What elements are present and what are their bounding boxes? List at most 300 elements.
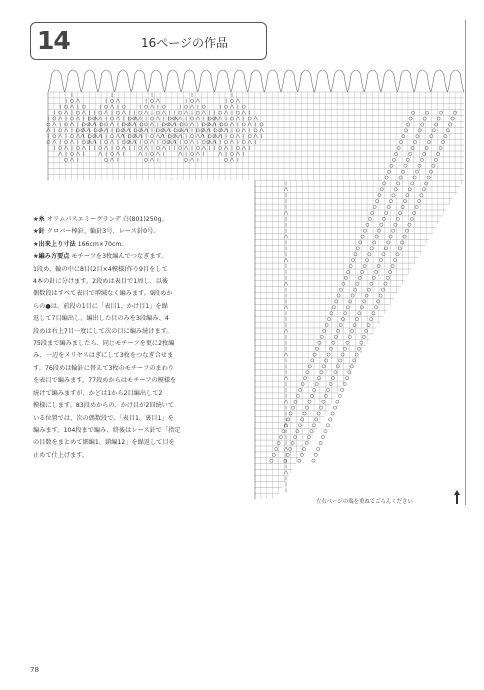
decrease-mark xyxy=(150,140,154,144)
yarn-over-mark xyxy=(59,129,62,132)
yarn-over-mark xyxy=(318,341,321,344)
decrease-mark xyxy=(224,111,228,115)
footnote-text: 左右ページの端を重ねてごらんください xyxy=(316,499,413,505)
yarn-over-mark xyxy=(355,353,358,356)
yarn-over-mark xyxy=(116,146,119,149)
yarn-over-mark xyxy=(312,459,315,462)
decrease-mark xyxy=(190,105,194,109)
yarn-over-mark xyxy=(421,123,424,126)
yarn-over-mark xyxy=(353,288,356,291)
needle-line xyxy=(33,226,259,238)
decrease-mark xyxy=(242,146,246,150)
decrease-mark xyxy=(190,122,194,126)
decrease-mark xyxy=(230,140,234,144)
yarn-over-mark xyxy=(65,123,68,126)
yarn-over-mark xyxy=(372,312,375,315)
decrease-mark xyxy=(122,111,126,115)
yarn-over-mark xyxy=(420,158,423,161)
yarn-over-mark xyxy=(382,253,385,256)
decrease-mark xyxy=(46,128,50,132)
yarn-over-mark xyxy=(139,111,142,114)
yarn-over-mark xyxy=(341,318,344,321)
yarn-over-mark xyxy=(110,99,113,102)
size-label: ★出来上り寸法 xyxy=(33,240,76,248)
yarn-over-mark xyxy=(331,377,334,380)
yarn-over-mark xyxy=(439,146,442,149)
decrease-mark xyxy=(242,111,246,115)
yarn-over-mark xyxy=(299,388,302,391)
yarn-over-mark xyxy=(284,459,287,462)
instructions-block xyxy=(33,214,259,462)
yarn-over-mark xyxy=(407,123,410,126)
yarn-over-mark xyxy=(380,223,383,226)
yarn-over-mark xyxy=(405,229,408,232)
yarn-over-mark xyxy=(396,253,399,256)
yarn-over-mark xyxy=(375,270,378,273)
method-line xyxy=(33,251,259,263)
pattern-number: 14 xyxy=(37,26,70,55)
yarn-over-mark xyxy=(331,412,334,415)
yarn-over-mark xyxy=(345,377,348,380)
needle-value: クロバー棒針、輪針3号、レース針0号。 xyxy=(46,228,160,236)
yarn-over-mark xyxy=(409,152,412,155)
yarn-over-mark xyxy=(360,306,363,309)
yarn-over-mark xyxy=(369,318,372,321)
yarn-over-mark xyxy=(145,105,148,108)
yarn-over-mark xyxy=(332,306,335,309)
method-line-7: 75段まで編みましたら、同じモチーフを更に2枚編 xyxy=(33,340,175,348)
yarn-over-mark xyxy=(145,158,148,161)
decrease-mark xyxy=(156,99,160,103)
yarn-over-mark xyxy=(334,335,337,338)
yarn-over-mark xyxy=(65,158,68,161)
yarn-over-mark xyxy=(418,164,421,167)
yarn-value: オリムパスエミーグランデ 白(801)250g。 xyxy=(46,216,168,223)
decrease-mark xyxy=(162,146,166,150)
yarn-over-mark xyxy=(315,418,318,421)
yarn-over-mark xyxy=(381,288,384,291)
yarn-over-mark xyxy=(325,323,328,326)
yarn-over-mark xyxy=(387,241,390,244)
decrease-mark xyxy=(70,105,74,109)
yarn-over-mark xyxy=(139,146,142,149)
yarn-over-mark xyxy=(145,123,148,126)
yarn-over-mark xyxy=(363,229,366,232)
decrease-mark xyxy=(70,158,74,162)
picot-edge xyxy=(48,70,464,92)
yarn-over-mark xyxy=(312,424,315,427)
yarn-over-mark xyxy=(110,135,113,138)
decrease-mark xyxy=(64,146,68,150)
yarn-over-mark xyxy=(327,318,330,321)
yarn-over-mark xyxy=(391,229,394,232)
decrease-mark xyxy=(110,105,114,109)
decrease-mark xyxy=(156,134,160,138)
yarn-over-mark xyxy=(303,377,306,380)
yarn-over-mark xyxy=(322,400,325,403)
yarn-over-mark xyxy=(179,111,182,114)
yarn-over-mark xyxy=(336,365,339,368)
yarn-over-mark xyxy=(65,141,68,144)
decrease-mark xyxy=(150,158,154,162)
yarn-over-mark xyxy=(310,394,313,397)
yarn-over-mark xyxy=(185,158,188,161)
yarn-over-mark xyxy=(361,235,364,238)
decrease-mark xyxy=(230,105,234,109)
yarn-over-mark xyxy=(363,264,366,267)
decrease-mark xyxy=(116,134,120,138)
yarn-over-mark xyxy=(47,123,50,126)
yarn-over-mark xyxy=(329,418,332,421)
yarn-over-mark xyxy=(398,247,401,250)
yarn-over-mark xyxy=(363,300,366,303)
decrease-mark xyxy=(184,146,188,150)
yarn-over-mark xyxy=(401,241,404,244)
yarn-over-mark xyxy=(70,117,73,120)
yarn-over-mark xyxy=(326,424,329,427)
yarn-over-mark xyxy=(351,329,354,332)
decrease-mark xyxy=(248,140,252,144)
decrease-mark xyxy=(110,140,114,144)
yarn-over-mark xyxy=(150,117,153,120)
yarn-over-mark xyxy=(339,323,342,326)
yarn-over-mark xyxy=(82,141,85,144)
method-line-12: 模様にします。83段めからの、かけ目が2回続いて xyxy=(33,402,175,410)
yarn-over-mark xyxy=(53,135,56,138)
method-line-2: 4本の針に分けます。2段めは表目で1周し、以後 xyxy=(33,278,169,286)
yarn-over-mark xyxy=(372,276,375,279)
yarn-over-mark xyxy=(110,152,113,155)
yarn-over-mark xyxy=(349,300,352,303)
decrease-mark xyxy=(144,146,148,150)
yarn-over-mark xyxy=(380,188,383,191)
decrease-mark xyxy=(218,152,222,156)
decrease-mark xyxy=(138,152,142,156)
yarn-over-mark xyxy=(379,294,382,297)
decrease-mark xyxy=(184,111,188,115)
decrease-mark xyxy=(178,117,182,121)
yarn-over-mark xyxy=(190,135,193,138)
yarn-over-mark xyxy=(289,447,292,450)
yarn-over-mark xyxy=(310,430,313,433)
decrease-mark xyxy=(236,152,240,156)
yarn-over-mark xyxy=(384,282,387,285)
method-line-5: 返して7目編出し、編出した目のみを3段編み、4 xyxy=(33,315,169,323)
yarn-over-mark xyxy=(404,164,407,167)
yarn-over-mark xyxy=(389,270,392,273)
yarn-over-mark xyxy=(315,382,318,385)
decrease-mark xyxy=(202,146,206,150)
yarn-over-mark xyxy=(70,135,73,138)
yarn-over-mark xyxy=(324,430,327,433)
yarn-over-mark xyxy=(375,200,378,203)
yarn-over-mark xyxy=(185,105,188,108)
yarn-over-mark xyxy=(335,300,338,303)
yarn-over-mark xyxy=(202,105,205,108)
decrease-mark xyxy=(254,134,258,138)
yarn-over-mark xyxy=(313,353,316,356)
yarn-over-mark xyxy=(315,347,318,350)
yarn-over-mark xyxy=(446,129,449,132)
decrease-mark xyxy=(230,158,234,162)
yarn-over-mark xyxy=(76,146,79,149)
yarn-over-mark xyxy=(385,176,388,179)
yarn-over-mark xyxy=(383,182,386,185)
yarn-over-mark xyxy=(397,182,400,185)
yarn-over-mark xyxy=(202,141,205,144)
yarn-over-mark xyxy=(279,436,282,439)
yarn-over-mark xyxy=(416,135,419,138)
yarn-over-mark xyxy=(371,211,374,214)
size-value: 166cm×70cm。 xyxy=(77,240,128,248)
yarn-over-mark xyxy=(346,306,349,309)
page-number: 78 xyxy=(30,666,39,674)
yarn-over-mark xyxy=(301,382,304,385)
yarn-over-mark xyxy=(314,453,317,456)
yarn-over-mark xyxy=(389,200,392,203)
yarn-over-mark xyxy=(286,453,289,456)
yarn-over-mark xyxy=(65,105,68,108)
yarn-over-mark xyxy=(339,288,342,291)
yarn-over-mark xyxy=(351,294,354,297)
yarn-over-mark xyxy=(338,394,341,397)
yarn-over-mark xyxy=(150,135,153,138)
yarn-over-mark xyxy=(47,141,50,144)
yarn-over-mark xyxy=(451,117,454,120)
yarn-over-mark xyxy=(350,365,353,368)
yarn-over-mark xyxy=(344,312,347,315)
decrease-mark xyxy=(52,122,56,126)
yarn-over-mark xyxy=(378,194,381,197)
decrease-mark xyxy=(70,140,74,144)
method-body xyxy=(33,264,259,463)
method-line-6: 段めは右上7目一度にして次の目に編み続けます。 xyxy=(33,327,173,335)
decrease-mark xyxy=(98,117,102,121)
yarn-over-mark xyxy=(370,282,373,285)
decrease-mark xyxy=(196,152,200,156)
yarn-over-mark xyxy=(358,312,361,315)
yarn-over-mark xyxy=(185,141,188,144)
yarn-over-mark xyxy=(76,111,79,114)
yarn-over-mark xyxy=(411,111,414,114)
decrease-mark xyxy=(58,152,62,156)
yarn-over-mark xyxy=(356,247,359,250)
yarn-over-mark xyxy=(327,388,330,391)
yarn-over-mark xyxy=(275,447,278,450)
yarn-over-mark xyxy=(358,276,361,279)
decrease-mark xyxy=(260,128,264,132)
decrease-mark xyxy=(104,111,108,115)
method-line-11: 続けて編みますが、かどは1から2目編出して2 xyxy=(33,389,163,397)
decrease-mark xyxy=(156,152,160,156)
yarn-over-mark xyxy=(321,436,324,439)
decrease-mark xyxy=(150,122,154,126)
method-line-16: 止めて仕上げます。 xyxy=(33,451,89,459)
method-line-10: を表目で編みます。77段めからはモチーフの模様を xyxy=(33,377,177,385)
method-intro: モチーフを3枚編んでつなぎます。 xyxy=(71,253,168,261)
decrease-mark xyxy=(162,111,166,115)
yarn-over-mark xyxy=(356,282,359,285)
yarn-over-mark xyxy=(296,394,299,397)
yarn-over-mark xyxy=(330,312,333,315)
yarn-over-mark xyxy=(379,259,382,262)
yarn-over-mark xyxy=(105,123,108,126)
yarn-over-mark xyxy=(59,111,62,114)
yarn-over-mark xyxy=(320,371,323,374)
yarn-label: ★糸 xyxy=(33,216,45,223)
up-arrow-icon xyxy=(452,489,462,505)
yarn-over-mark xyxy=(333,406,336,409)
decrease-mark xyxy=(76,99,80,103)
yarn-over-mark xyxy=(190,152,193,155)
yarn-over-mark xyxy=(427,176,430,179)
yarn-over-mark xyxy=(156,146,159,149)
yarn-over-mark xyxy=(375,235,378,238)
yarn-over-mark xyxy=(308,400,311,403)
method-line-15: の目数をまとめて細編1、鎖編12」を繰返して目を xyxy=(33,439,175,447)
yarn-over-mark xyxy=(365,329,368,332)
decrease-mark xyxy=(76,152,80,156)
decrease-mark xyxy=(254,117,258,121)
decrease-mark xyxy=(116,99,120,103)
method-label: ★編み方要点 xyxy=(33,253,70,261)
yarn-over-mark xyxy=(399,176,402,179)
yarn-over-mark xyxy=(332,341,335,344)
yarn-line xyxy=(33,214,259,226)
yarn-over-mark xyxy=(415,170,418,173)
yarn-over-mark xyxy=(415,205,418,208)
yarn-over-mark xyxy=(105,105,108,108)
yarn-over-mark xyxy=(303,412,306,415)
yarn-over-mark xyxy=(270,459,273,462)
yarn-over-mark xyxy=(422,188,425,191)
yarn-over-mark xyxy=(393,259,396,262)
yarn-over-mark xyxy=(357,347,360,350)
yarn-over-mark xyxy=(408,188,411,191)
yarn-over-mark xyxy=(344,276,347,279)
yarn-over-mark xyxy=(355,318,358,321)
yarn-over-mark xyxy=(307,436,310,439)
decrease-mark xyxy=(248,122,252,126)
yarn-over-mark xyxy=(323,329,326,332)
yarn-over-mark xyxy=(105,158,108,161)
yarn-over-mark xyxy=(365,294,368,297)
yarn-over-mark xyxy=(391,264,394,267)
yarn-over-mark xyxy=(150,99,153,102)
yarn-over-mark xyxy=(185,123,188,126)
yarn-over-mark xyxy=(336,400,339,403)
yarn-over-mark xyxy=(373,205,376,208)
yarn-over-mark xyxy=(392,194,395,197)
yarn-over-mark xyxy=(403,200,406,203)
decrease-mark xyxy=(70,122,74,126)
yarn-over-mark xyxy=(360,341,363,344)
decrease-mark xyxy=(196,117,200,121)
yarn-over-mark xyxy=(294,400,297,403)
yarn-over-mark xyxy=(105,141,108,144)
yarn-over-mark xyxy=(287,418,290,421)
yarn-over-mark xyxy=(410,217,413,220)
yarn-over-mark xyxy=(298,459,301,462)
method-line-4: らの●は、前段の1目に「表目1、かけ目1」を繰 xyxy=(33,302,168,310)
decrease-mark xyxy=(110,158,114,162)
decrease-mark xyxy=(190,140,194,144)
yarn-over-mark xyxy=(70,152,73,155)
yarn-over-mark xyxy=(404,129,407,132)
decrease-mark xyxy=(236,134,240,138)
decrease-mark xyxy=(104,146,108,150)
method-line-14: 編みます。104段まで編み、終後はレース針で「指定 xyxy=(33,426,181,434)
yarn-over-mark xyxy=(341,353,344,356)
yarn-over-mark xyxy=(367,288,370,291)
yarn-over-mark xyxy=(162,141,165,144)
yarn-over-mark xyxy=(441,141,444,144)
decrease-mark xyxy=(202,111,206,115)
yarn-over-mark xyxy=(99,111,102,114)
yarn-over-mark xyxy=(362,335,365,338)
yarn-over-mark xyxy=(343,382,346,385)
decrease-mark xyxy=(82,111,86,115)
yarn-over-mark xyxy=(317,447,320,450)
yarn-over-mark xyxy=(70,99,73,102)
decrease-mark xyxy=(156,117,160,121)
yarn-over-mark xyxy=(343,347,346,350)
decrease-mark xyxy=(116,152,120,156)
pattern-page-reference: 16ページの作品 xyxy=(141,36,229,50)
needle-label: ★針 xyxy=(33,228,45,236)
yarn-over-mark xyxy=(377,264,380,267)
decrease-mark xyxy=(64,128,68,132)
yarn-over-mark xyxy=(366,223,369,226)
yarn-over-mark xyxy=(196,146,199,149)
yarn-over-mark xyxy=(353,323,356,326)
yarn-over-mark xyxy=(305,441,308,444)
yarn-over-mark xyxy=(145,141,148,144)
decrease-mark xyxy=(82,146,86,150)
yarn-over-mark xyxy=(179,146,182,149)
yarn-over-mark xyxy=(413,176,416,179)
yarn-over-mark xyxy=(327,353,330,356)
decrease-mark xyxy=(218,117,222,121)
yarn-over-mark xyxy=(423,152,426,155)
method-line-8: み、一辺をメリヤスはぎにして3枚をつなぎ合せま xyxy=(33,352,174,360)
yarn-over-mark xyxy=(351,259,354,262)
yarn-over-mark xyxy=(317,377,320,380)
decrease-mark xyxy=(76,134,80,138)
decrease-mark xyxy=(58,117,62,121)
yarn-over-mark xyxy=(53,117,56,120)
yarn-over-mark xyxy=(306,371,309,374)
yarn-over-mark xyxy=(293,436,296,439)
yarn-over-mark xyxy=(399,211,402,214)
decrease-mark xyxy=(242,128,246,132)
yarn-over-mark xyxy=(150,152,153,155)
decrease-mark xyxy=(122,146,126,150)
decrease-mark xyxy=(138,117,142,121)
yarn-over-mark xyxy=(337,329,340,332)
yarn-over-mark xyxy=(402,135,405,138)
decrease-mark xyxy=(110,122,114,126)
yarn-over-mark xyxy=(320,335,323,338)
yarn-over-mark xyxy=(386,276,389,279)
decrease-mark xyxy=(144,111,148,115)
yarn-over-mark xyxy=(298,424,301,427)
yarn-over-mark xyxy=(99,146,102,149)
decrease-mark xyxy=(196,134,200,138)
yarn-over-mark xyxy=(82,105,85,108)
method-line-13: いる位置では、次の偶数段で、「表目1、裏目1」を xyxy=(33,414,174,422)
yarn-over-mark xyxy=(437,152,440,155)
